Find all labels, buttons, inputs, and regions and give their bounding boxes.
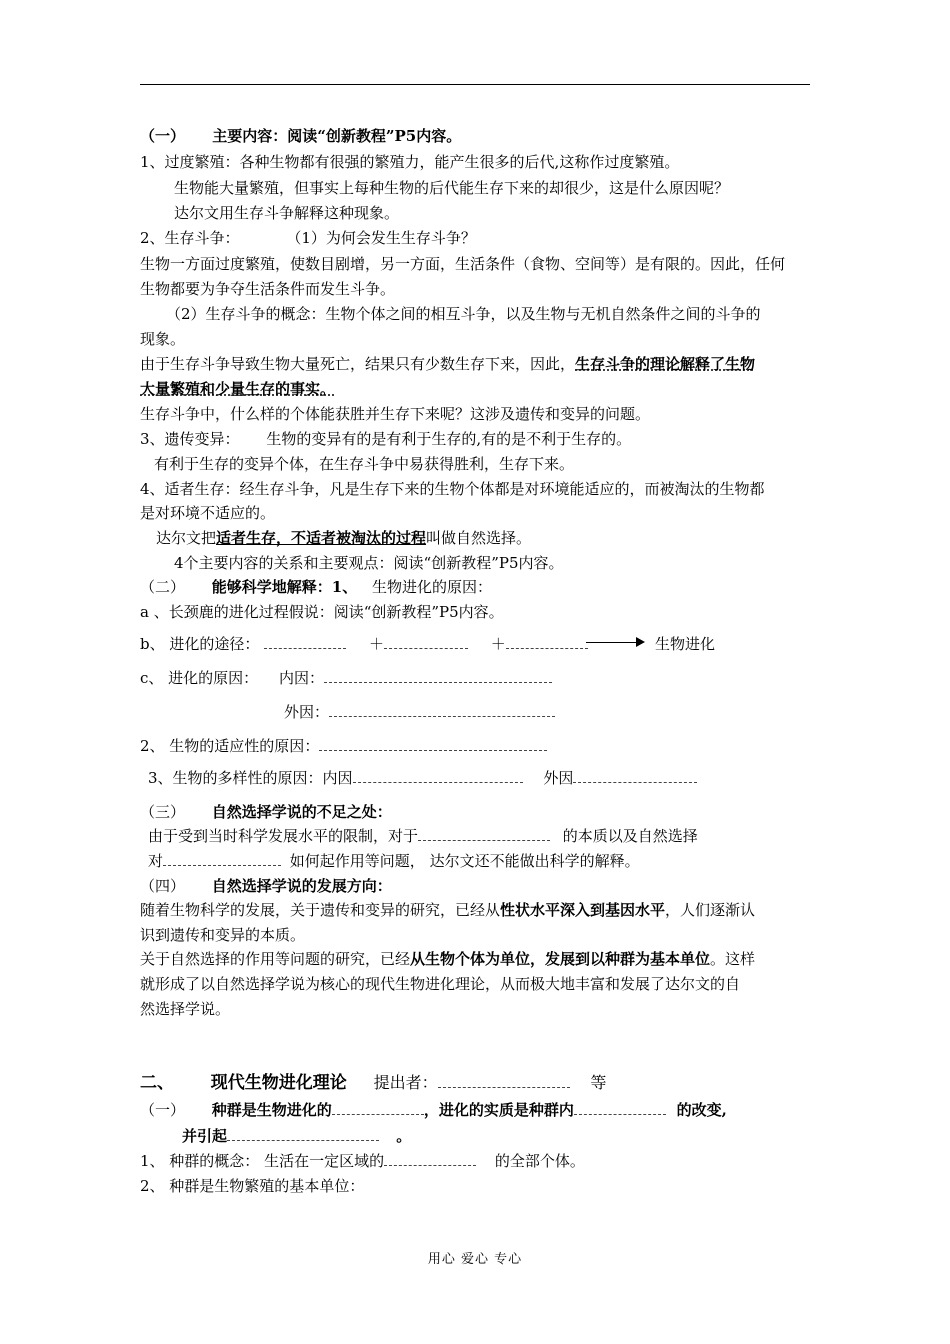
outer-cause-label: 外因： xyxy=(284,703,330,721)
paragraph: 识到遗传和变异的本质。 xyxy=(140,926,306,944)
fill-blank[interactable] xyxy=(264,634,346,649)
paragraph xyxy=(140,949,755,969)
arrow-right-icon xyxy=(586,642,640,643)
paragraph xyxy=(140,354,755,374)
fill-blank[interactable] xyxy=(438,1073,570,1088)
plain-text: 由于受到当时科学发展水平的限制，对于 xyxy=(148,827,419,845)
paragraph: 2、 种群是生物繁殖的基本单位： xyxy=(140,1177,365,1195)
paragraph xyxy=(140,228,476,248)
item-label: 2、 生物的适应性的原因： xyxy=(140,737,320,755)
question-text: 的改变, xyxy=(676,1101,727,1119)
paragraph: 生物都要为争夺生活条件而发生斗争。 xyxy=(140,280,396,298)
section-2-heading xyxy=(140,577,492,597)
section-number: （二） xyxy=(140,578,186,596)
plain-text: 达尔文把 xyxy=(156,529,217,547)
plain-text: 如何起作用等问题， 达尔文还不能做出科学的解释。 xyxy=(289,852,640,870)
paragraph xyxy=(140,1151,585,1171)
fill-blank[interactable] xyxy=(506,634,588,649)
item-label: 3、生物的多样性的原因：内因 xyxy=(148,769,353,787)
section-title: 自然选择学说的发展方向： xyxy=(211,877,392,895)
fill-blank[interactable] xyxy=(332,1100,424,1115)
section-4-heading xyxy=(140,876,392,896)
item-label: 3、遗传变异： xyxy=(140,430,240,448)
paragraph: 就形成了以自然选择学说为核心的现代生物进化理论，从而极大地丰富和发展了达尔文的自 xyxy=(140,975,741,993)
section-title: 能够科学地解释：1、 xyxy=(211,578,358,596)
item-label: c、 进化的原因： xyxy=(140,669,259,687)
paragraph: 生存斗争中，什么样的个体能获胜并生存下来呢？这涉及遗传和变异的问题。 xyxy=(140,405,651,423)
arrow-head-icon xyxy=(636,637,645,647)
paragraph: 达尔文用生存斗争解释这种现象。 xyxy=(174,204,400,222)
paragraph xyxy=(140,429,631,449)
paragraph: 4、适者生存：经生存斗争，凡是生存下来的生物个体都是对环境能适应的，而被淘汰的生物都 xyxy=(140,480,765,498)
section-number: （四） xyxy=(140,877,186,895)
etc-text: 等 xyxy=(590,1073,607,1092)
paragraph xyxy=(148,851,640,871)
paragraph: 是对环境不适应的。 xyxy=(140,504,276,522)
paragraph: 1、过度繁殖：各种生物都有很强的繁殖力，能产生很多的后代,这称作过度繁殖。 xyxy=(140,153,680,171)
evolution-cause-row xyxy=(140,668,552,688)
part-title: 现代生物进化理论 xyxy=(210,1073,347,1093)
fill-blank[interactable] xyxy=(418,826,550,841)
evolution-path-row xyxy=(140,634,588,654)
emphasis-text: 适者生存，不适者被淘汰的过程 xyxy=(216,529,427,547)
paragraph: 现象。 xyxy=(140,330,186,348)
plain-text: 的本质以及自然选择 xyxy=(562,827,698,845)
plain-text: 随着生物科学的发展，关于遗传和变异的研究，已经从 xyxy=(140,901,501,919)
section-number: （一） xyxy=(140,127,186,145)
question-text: ，进化的实质是种群内 xyxy=(423,1101,574,1119)
page-footer: 用心 爱心 专心 xyxy=(427,1252,523,1267)
paragraph: 生物一方面过度繁殖，使数目剧增，另一方面，生活条件（食物、空间等）是有限的。因此，任何 xyxy=(140,255,786,273)
question-text: 并引起 xyxy=(182,1127,228,1145)
paragraph: a 、长颈鹿的进化过程假说：阅读“创新教程”P5内容。 xyxy=(140,603,504,621)
fill-blank[interactable] xyxy=(384,634,468,649)
fill-blank[interactable] xyxy=(324,668,552,683)
section-number: （一） xyxy=(140,1101,186,1119)
diversity-row xyxy=(148,768,697,788)
plus-sign: ＋ xyxy=(368,635,384,653)
emphasis-text: 大量繁殖和少量生存的事实。 xyxy=(140,380,336,398)
item-text: 生物的变异有的是有利于生存的,有的是不利于生存的。 xyxy=(266,430,632,448)
paragraph: 4个主要内容的关系和主要观点：阅读“创新教程”P5内容。 xyxy=(174,554,564,572)
section-number: （三） xyxy=(140,803,186,821)
header-rule xyxy=(140,84,810,85)
fill-blank[interactable] xyxy=(384,1151,476,1166)
section-title: 主要内容：阅读“创新教程”P5内容。 xyxy=(212,127,462,145)
evolution-result: 生物进化 xyxy=(655,635,716,653)
fill-blank[interactable] xyxy=(573,768,697,783)
section-title: 自然选择学说的不足之处： xyxy=(211,803,392,821)
plain-text: 叫做自然选择。 xyxy=(426,529,532,547)
section-3-heading xyxy=(140,802,392,822)
plain-text: ，人们逐渐认 xyxy=(665,901,756,919)
paragraph xyxy=(148,826,698,846)
emphasis-text: 生存斗争的理论解释了生物 xyxy=(575,355,756,373)
plus-sign: ＋ xyxy=(490,635,506,653)
paragraph: 有利于生存的变异个体，在生存斗争中易获得胜利，生存下来。 xyxy=(154,455,575,473)
item-label: b、 进化的途径： xyxy=(140,635,260,653)
fill-blank[interactable] xyxy=(163,851,281,866)
inner-cause-label: 内因： xyxy=(278,669,324,687)
emphasis-text: 性状水平深入到基因水平 xyxy=(500,901,666,919)
item-text: （1）为何会发生生存斗争？ xyxy=(286,229,476,247)
paragraph: （2）生存斗争的概念：生物个体之间的相互斗争，以及生物与无机自然条件之间的斗争的 xyxy=(166,305,761,323)
plain-text: 关于自然选择的作用等问题的研究，已经 xyxy=(140,950,411,968)
plain-text: 对 xyxy=(148,852,164,870)
question-row xyxy=(182,1126,411,1146)
plain-text: 1、 种群的概念： 生活在一定区域的 xyxy=(140,1152,385,1170)
part-2-heading xyxy=(140,1072,606,1094)
paragraph xyxy=(156,528,531,548)
item-label: 2、生存斗争： xyxy=(140,229,240,247)
section-subtitle: 生物进化的原因： xyxy=(372,578,493,596)
emphasis-text: 从生物个体为单位，发展到以种群为基本单位 xyxy=(410,950,711,968)
fill-blank[interactable] xyxy=(329,702,555,717)
outer-cause-label: 外因 xyxy=(543,769,574,787)
period-text: 。 xyxy=(396,1127,412,1145)
paragraph: 生物能大量繁殖，但事实上每种生物的后代能生存下来的却很少，这是什么原因呢？ xyxy=(174,179,730,197)
question-row xyxy=(140,1100,727,1120)
fill-blank[interactable] xyxy=(353,768,523,783)
fill-blank[interactable] xyxy=(227,1126,379,1141)
plain-text: 。这样 xyxy=(710,950,756,968)
paragraph xyxy=(140,900,755,920)
adaptation-row xyxy=(140,736,547,756)
outer-cause-row xyxy=(284,702,555,722)
plain-text: 由于生存斗争导致生物大量死亡，结果只有少数生存下来，因此， xyxy=(140,355,576,373)
fill-blank[interactable] xyxy=(319,736,547,751)
paragraph: 然选择学说。 xyxy=(140,1000,231,1018)
part-number: 二、 xyxy=(140,1073,174,1093)
section-1-heading xyxy=(140,126,461,146)
question-text: 种群是生物进化的 xyxy=(211,1101,332,1119)
plain-text: 的全部个体。 xyxy=(494,1152,585,1170)
proposer-label: 提出者： xyxy=(373,1073,438,1092)
fill-blank[interactable] xyxy=(574,1100,666,1115)
